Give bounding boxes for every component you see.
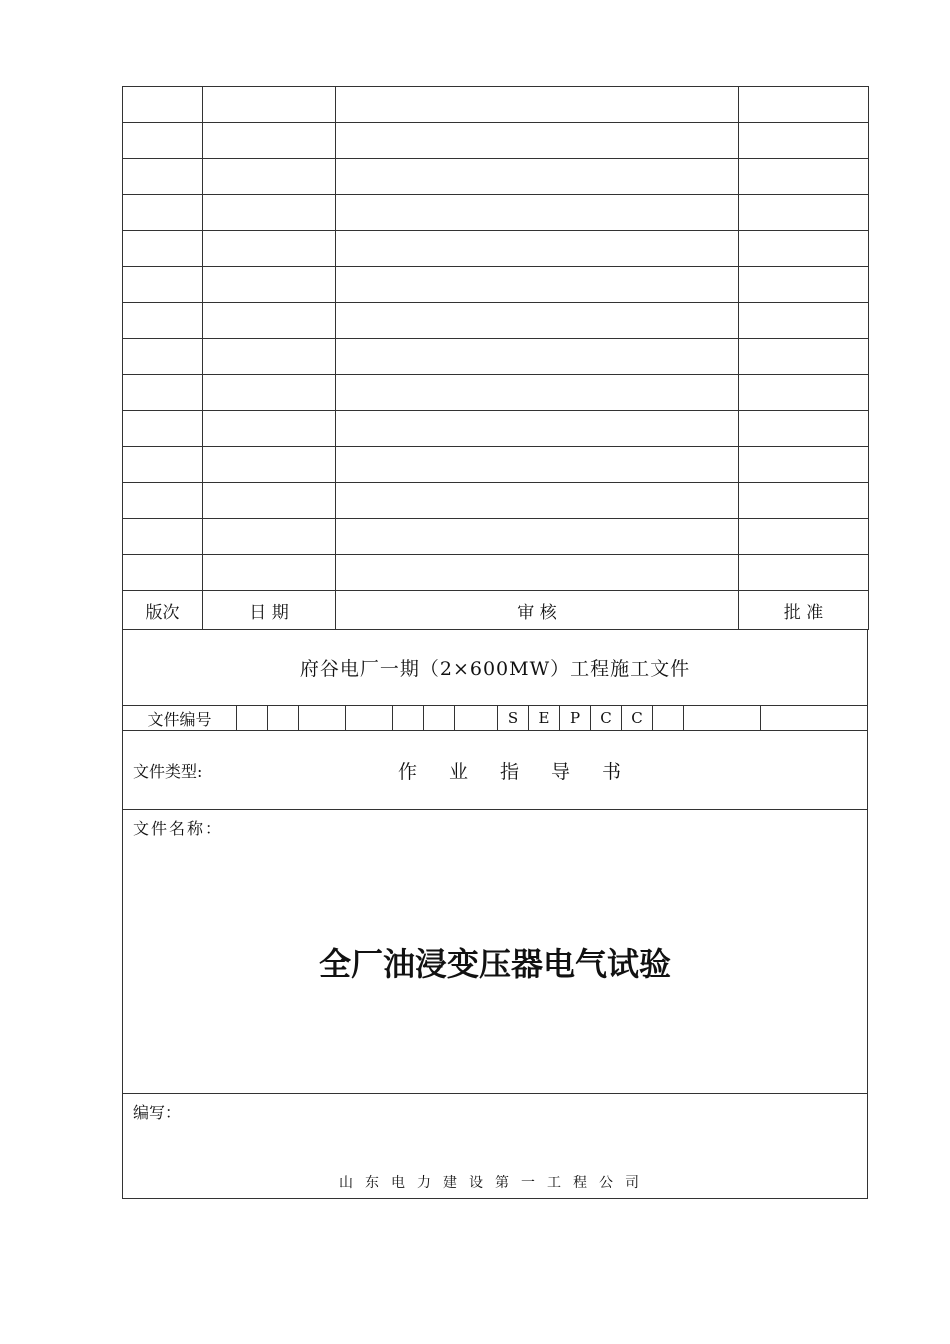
- revision-cell: [739, 519, 869, 555]
- revision-cell: [739, 159, 869, 195]
- file-number-cell: [393, 706, 424, 730]
- file-number-cells: [237, 706, 867, 730]
- revision-cell: [203, 87, 336, 123]
- revision-row: [123, 555, 869, 591]
- author-section: [122, 1094, 868, 1199]
- revision-row: [123, 123, 869, 159]
- revision-row: [123, 483, 869, 519]
- revision-cell: [203, 339, 336, 375]
- revision-row: [123, 519, 869, 555]
- revision-table: [122, 86, 869, 630]
- revision-cell: [123, 339, 203, 375]
- revision-row: [123, 267, 869, 303]
- file-number-cell: [684, 706, 761, 730]
- revision-cell: [336, 339, 739, 375]
- revision-row: [123, 231, 869, 267]
- file-type-row: [122, 731, 868, 810]
- revision-cell: [203, 483, 336, 519]
- file-number-cell: S: [498, 706, 529, 730]
- revision-cell: [123, 159, 203, 195]
- revision-header-cell: 批 准: [739, 591, 869, 630]
- revision-cell: [203, 123, 336, 159]
- revision-row: [123, 87, 869, 123]
- revision-cell: [203, 411, 336, 447]
- revision-cell: [336, 519, 739, 555]
- revision-cell: [336, 303, 739, 339]
- revision-cell: [203, 519, 336, 555]
- revision-cell: [203, 195, 336, 231]
- revision-header-cell: 审 核: [336, 591, 739, 630]
- document-title: 全厂油浸变压器电气试验: [318, 945, 671, 983]
- revision-cell: [336, 267, 739, 303]
- revision-cell: [336, 87, 739, 123]
- revision-cell: [123, 195, 203, 231]
- file-name-section: [122, 810, 868, 1094]
- revision-cell: [739, 87, 869, 123]
- revision-cell: [203, 267, 336, 303]
- project-title: 府谷电厂一期（2×600MW）工程施工文件: [122, 630, 868, 706]
- revision-row: [123, 303, 869, 339]
- file-number-cell: E: [529, 706, 560, 730]
- revision-row: [123, 447, 869, 483]
- revision-cell: [123, 519, 203, 555]
- revision-cell: [336, 123, 739, 159]
- revision-cell: [203, 447, 336, 483]
- revision-cell: [739, 267, 869, 303]
- company-name: 山东电力建设第一工程公司: [339, 1175, 651, 1191]
- file-number-row: [122, 706, 868, 731]
- revision-cell: [123, 483, 203, 519]
- revision-cell: [739, 375, 869, 411]
- revision-header-cell: 版次: [123, 591, 203, 630]
- revision-cell: [739, 195, 869, 231]
- revision-cell: [123, 267, 203, 303]
- file-number-label: 文件编号: [123, 706, 237, 730]
- file-number-cell: [424, 706, 455, 730]
- file-number-cell: [653, 706, 684, 730]
- revision-row: [123, 339, 869, 375]
- revision-row: [123, 195, 869, 231]
- file-number-cell: C: [591, 706, 622, 730]
- revision-cell: [336, 231, 739, 267]
- revision-cell: [336, 159, 739, 195]
- revision-cell: [739, 447, 869, 483]
- revision-cell: [123, 411, 203, 447]
- revision-row: [123, 375, 869, 411]
- revision-cell: [739, 483, 869, 519]
- author-label: 编写：: [133, 1103, 182, 1122]
- revision-cell: [739, 339, 869, 375]
- file-type-value: 作业指导书: [398, 760, 654, 783]
- revision-cell: [739, 303, 869, 339]
- revision-cell: [739, 411, 869, 447]
- revision-cell: [203, 159, 336, 195]
- revision-cell: [739, 555, 869, 591]
- file-number-cell: [455, 706, 498, 730]
- revision-cell: [739, 123, 869, 159]
- revision-row: [123, 411, 869, 447]
- file-number-cell: P: [560, 706, 591, 730]
- revision-cell: [123, 87, 203, 123]
- revision-cell: [203, 375, 336, 411]
- revision-cell: [739, 231, 869, 267]
- revision-cell: [336, 447, 739, 483]
- revision-cell: [123, 231, 203, 267]
- file-number-cell: [346, 706, 393, 730]
- file-number-cell: [268, 706, 299, 730]
- file-number-cell: [299, 706, 346, 730]
- revision-cell: [203, 303, 336, 339]
- document-form: [122, 86, 868, 1199]
- revision-cell: [203, 555, 336, 591]
- revision-header-row: [123, 591, 869, 630]
- revision-cell: [336, 555, 739, 591]
- revision-cell: [123, 123, 203, 159]
- file-name-label: 文件名称：: [133, 819, 224, 838]
- revision-cell: [123, 447, 203, 483]
- revision-cell: [123, 303, 203, 339]
- revision-cell: [336, 411, 739, 447]
- revision-cell: [336, 483, 739, 519]
- revision-cell: [123, 375, 203, 411]
- revision-row: [123, 159, 869, 195]
- file-number-cell: [761, 706, 867, 730]
- revision-cell: [336, 195, 739, 231]
- revision-cell: [123, 555, 203, 591]
- revision-header-cell: 日 期: [203, 591, 336, 630]
- file-number-cell: [237, 706, 268, 730]
- revision-cell: [203, 231, 336, 267]
- file-type-label: 文件类型:: [133, 761, 203, 781]
- revision-cell: [336, 375, 739, 411]
- file-number-cell: C: [622, 706, 653, 730]
